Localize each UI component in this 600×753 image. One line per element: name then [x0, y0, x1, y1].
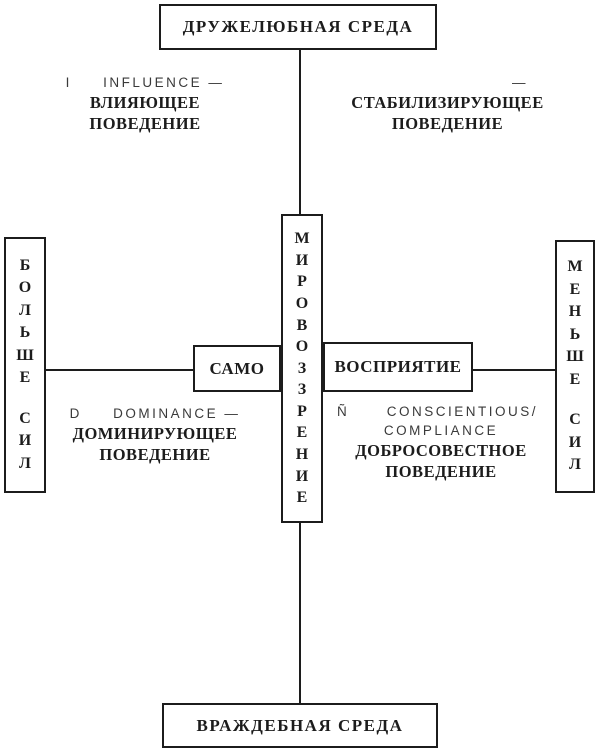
conscientious-latin-line1: Ñ CONSCIENTIOUS/ — [337, 404, 539, 419]
connector-top-vertical — [299, 50, 301, 215]
hostile-environment-label: ВРАЖДЕБНАЯ СРЕДА — [196, 715, 404, 735]
quadrant-steadiness — [345, 73, 550, 134]
quadrant-dominance — [50, 404, 260, 465]
friendly-environment-label: ДРУЖЕЛЮБНАЯ СРЕДА — [182, 17, 414, 36]
conscientious-latin-line2: COMPLIANCE — [383, 423, 499, 438]
dominance-latin-label: D DOMINANCE — — [69, 406, 241, 421]
influence-behavior-line2: ПОВЕДЕНИЕ — [89, 114, 201, 133]
dominance-behavior-line2: ПОВЕДЕНИЕ — [99, 445, 211, 464]
friendly-environment-box — [159, 4, 437, 50]
more-forces-box — [4, 237, 46, 493]
quadrant-influence — [45, 73, 245, 134]
steadiness-dash: — — [512, 75, 528, 90]
steadiness-behavior-line1: СТАБИЛИЗИРУЮЩЕЕ — [351, 93, 544, 112]
self-box — [193, 345, 281, 392]
perception-label: ВОСПРИЯТИЕ — [334, 357, 462, 376]
conscientious-behavior-line2: ПОВЕДЕНИЕ — [385, 462, 497, 481]
connector-left-horizontal — [46, 369, 193, 371]
self-label: САМО — [209, 358, 265, 378]
quadrant-conscientious — [335, 402, 547, 482]
connector-right-horizontal — [473, 369, 555, 371]
hostile-environment-box — [162, 703, 438, 748]
perception-box — [323, 342, 473, 392]
dominance-behavior-line1: ДОМИНИРУЮЩЕЕ — [72, 424, 238, 443]
fewer-forces-label: М Е Н Ь Ш Е С И Л — [566, 258, 584, 474]
connector-bottom-vertical — [299, 522, 301, 703]
steadiness-behavior-line2: ПОВЕДЕНИЕ — [391, 114, 504, 133]
worldview-box — [281, 214, 323, 523]
worldview-label: М И Р О В О З З Р Е Н И Е — [294, 230, 310, 507]
more-forces-label: Б О Л Ь Ш Е С И Л — [16, 256, 34, 472]
fewer-forces-box — [555, 240, 595, 493]
influence-latin-label: I INFLUENCE — — [65, 75, 225, 90]
influence-behavior-line1: ВЛИЯЮЩЕЕ — [89, 93, 201, 112]
conscientious-behavior-line1: ДОБРОСОВЕСТНОЕ — [355, 441, 527, 460]
